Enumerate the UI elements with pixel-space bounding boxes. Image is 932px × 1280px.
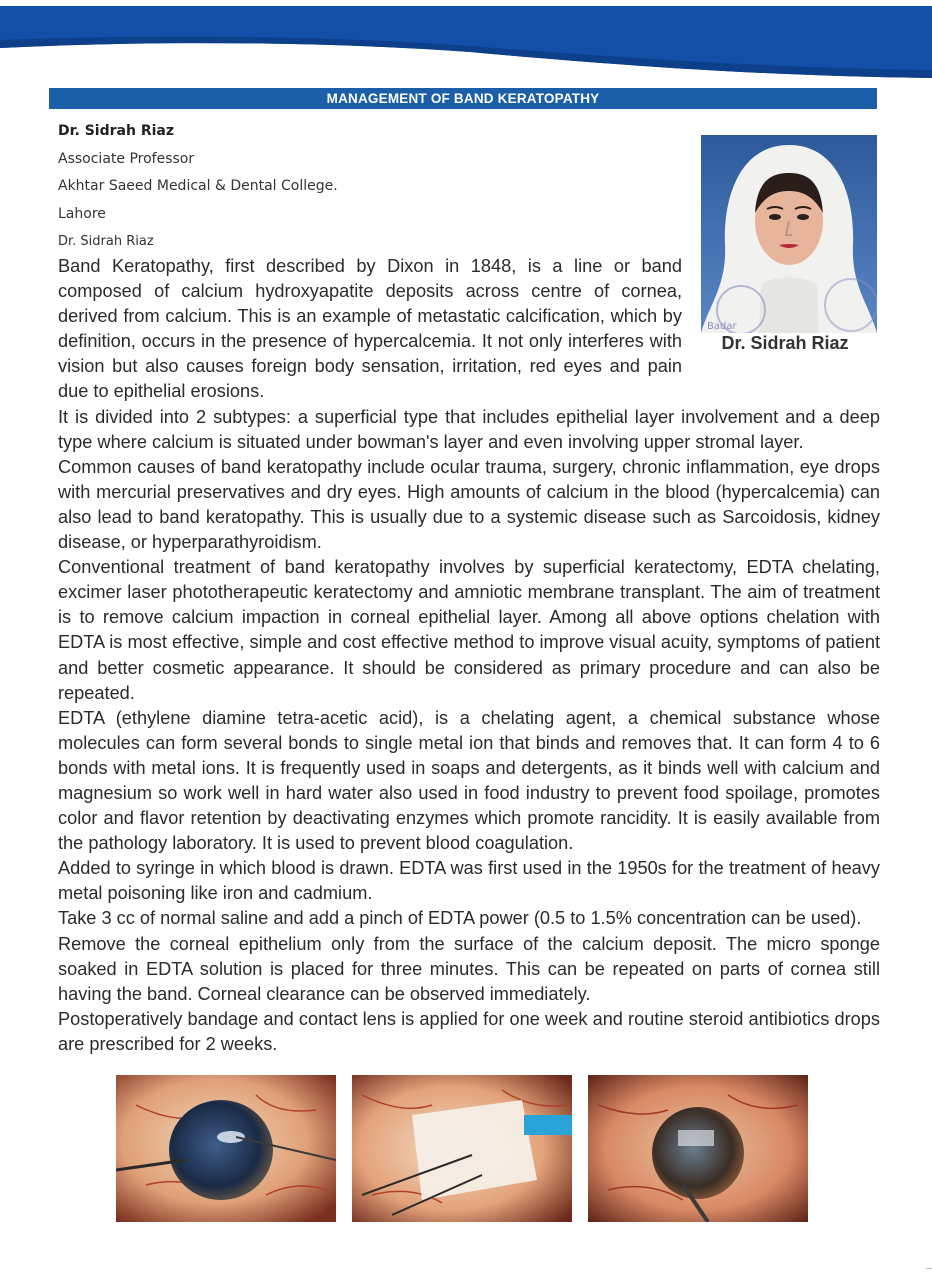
paragraph-edta: EDTA (ethylene diamine tetra-acetic acid), is a chelating agent, a chemical substance whose molecules can form several bonds to single metal ion that binds and removes that. It can form 4 to 6 bonds with metal ions. It is frequently used in soaps and detergents, as it binds well with calcium and magnesium so work well in hard water also used in food industry to prevent food spoilage, promotes color and flavor retention by deactivating enzymes which promote rancidity. It is easily available from the pathology laboratory. It is used to prevent blood coagulation. <box>58 707 880 854</box>
figure-eye-after <box>588 1075 808 1222</box>
clinical-figures <box>116 1075 808 1223</box>
author-name: Dr. Sidrah Riaz <box>58 123 174 139</box>
page-edge-mark <box>926 1268 932 1269</box>
figure-eye-before <box>116 1075 336 1222</box>
paragraph-procedure: Remove the corneal epithelium only from the surface of the calcium deposit. The micro sponge soaked in EDTA solution is placed for three minutes. This can be repeated on parts of cornea still having the band. Corneal clearance can be observed immediately. <box>58 933 880 1004</box>
author-name-repeat: Dr. Sidrah Riaz <box>58 234 154 249</box>
author-block <box>58 118 658 256</box>
paragraph-subtypes: It is divided into 2 subtypes: a superficial type that includes epithelial layer involvement and a deep type where calcium is situated under bowman's layer and even involving upper stromal layer. <box>58 406 880 452</box>
header-wave <box>0 0 932 90</box>
paragraph-causes: Common causes of band keratopathy include ocular trauma, surgery, chronic inflammation, eye drops with mercurial preservatives and dry eyes. High amounts of calcium in the blood (hypercalcemia) can also lead to band keratopathy. This is usually due to a systemic disease such as Sarcoidosis, kidney disease, or hyperparathyroidism. <box>58 456 880 553</box>
paragraph-postop: Postoperatively bandage and contact lens is applied for one week and routine steroid antibiotics drops are prescribed for 2 weeks. <box>58 1008 880 1054</box>
photo-stamp: Badar <box>707 321 737 332</box>
paragraph-intro: Band Keratopathy, first described by Dixon in 1848, is a line or band composed of calcium hydroxyapatite deposits across centre of cornea, derived from calcium. This is an example of metastatic calcification, which by definition, occurs in the presence of hypercalcemia. It not only interferes with vision but also causes foreign body sensation, irritation, red eyes and pain due to epithelial erosions. <box>58 256 682 402</box>
paragraph-saline: Take 3 cc of normal saline and add a pinch of EDTA power (0.5 to 1.5% concentration can be used). <box>58 908 862 929</box>
paragraph-treatment: Conventional treatment of band keratopathy involves by superficial keratectomy, EDTA chelating, excimer laser phototherapeutic keratectomy and amniotic membrane transplant. The aim of treatment is to remove calcium impaction in corneal epithelial layer. Among all above options chelation with EDTA is most effective, simple and cost effective method to improve visual acuity, symptoms of patient and better cosmetic appearance. It should be considered as primary procedure and can also be repeated. <box>58 557 880 703</box>
author-institution: Akhtar Saeed Medical & Dental College. <box>58 178 338 194</box>
paragraph-syringe: Added to syringe in which blood is drawn. EDTA was first used in the 1950s for the treatment of heavy metal poisoning like iron and cadmium. <box>58 858 880 904</box>
photo-caption: Dr. Sidrah Riaz <box>721 333 849 353</box>
article-title: MANAGEMENT OF BAND KERATOPATHY <box>49 88 877 109</box>
author-position: Associate Professor <box>58 150 195 167</box>
author-city: Lahore <box>58 205 106 222</box>
figure-sponge-applied <box>352 1075 572 1222</box>
article-body <box>58 254 880 1057</box>
